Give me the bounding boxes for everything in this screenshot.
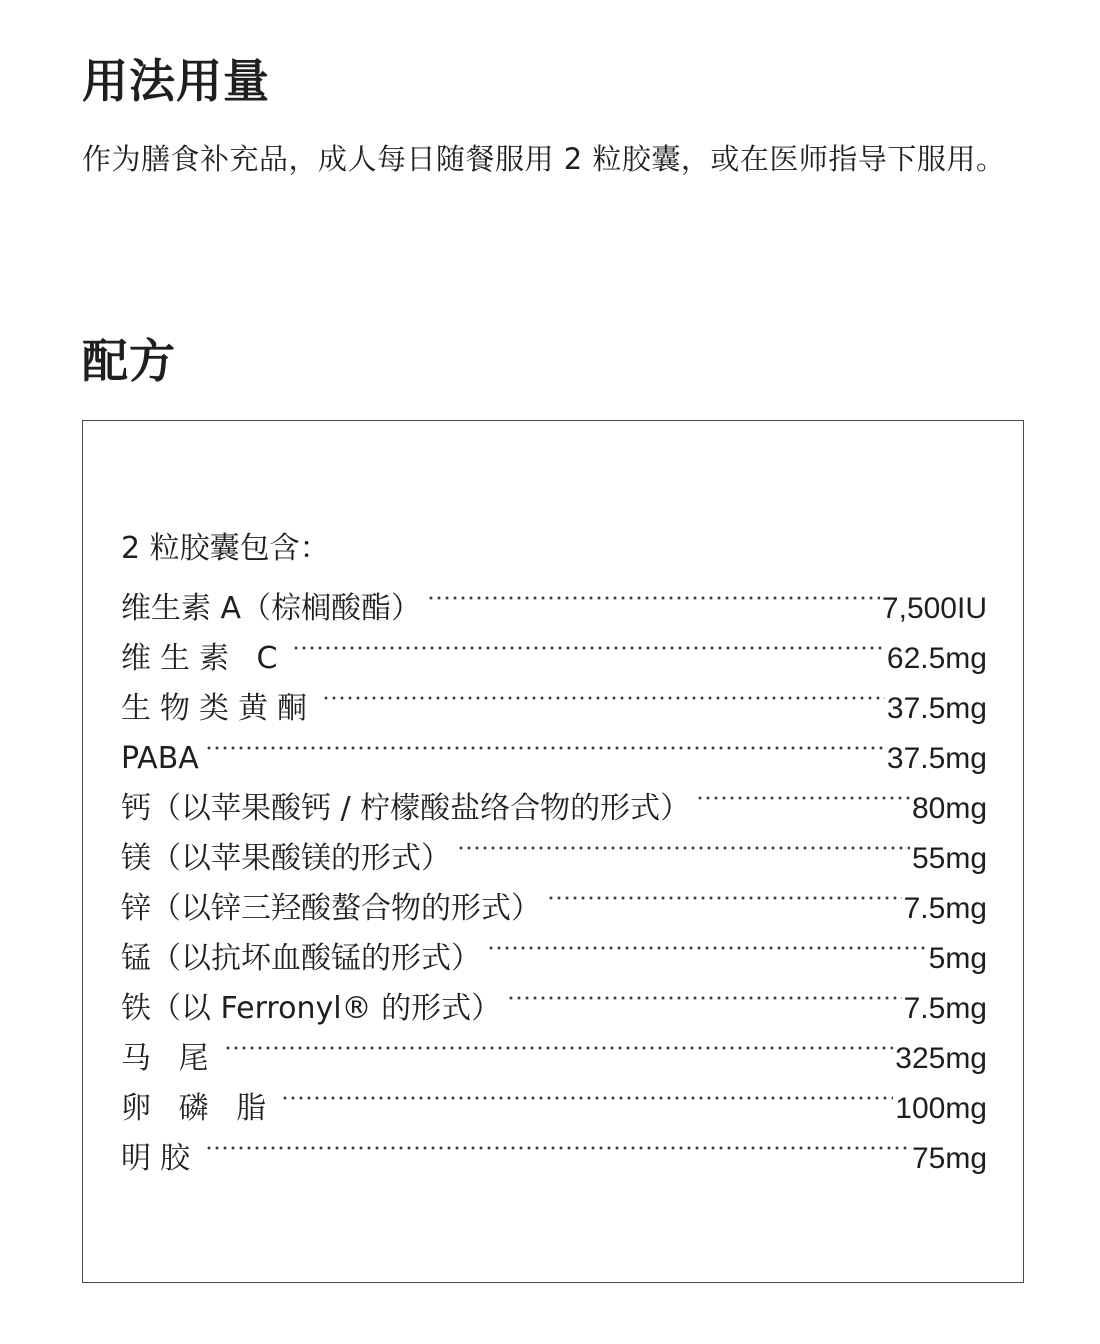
ingredient-name: 铁（以 Ferronyl® 的形式） xyxy=(121,991,502,1026)
ingredient-name: 镁（以苹果酸镁的形式） xyxy=(121,841,451,876)
dotted-leader xyxy=(281,1079,893,1119)
dotted-leader xyxy=(292,629,884,669)
ingredient-row xyxy=(121,729,987,779)
ingredient-amount: 7,500IU xyxy=(881,592,987,625)
formula-section-title: 配方 xyxy=(82,334,176,388)
dotted-leader xyxy=(205,729,885,769)
ingredient-row xyxy=(121,779,987,829)
ingredient-name: PABA xyxy=(121,741,199,776)
ingredient-amount: 7.5mg xyxy=(903,992,987,1025)
ingredient-amount: 55mg xyxy=(911,842,987,875)
ingredient-name: 锌（以锌三羟酸螯合物的形式） xyxy=(121,891,541,926)
usage-section-title: 用法用量 xyxy=(82,54,270,108)
ingredient-amount: 37.5mg xyxy=(886,742,987,775)
ingredient-row xyxy=(121,679,987,729)
ingredient-row xyxy=(121,1129,987,1179)
ingredient-row xyxy=(121,829,987,879)
ingredient-name: 维生素 A（棕榈酸酯） xyxy=(121,591,422,626)
ingredient-name: 锰（以抗坏血酸锰的形式） xyxy=(121,941,481,976)
ingredient-amount: 75mg xyxy=(911,1142,987,1175)
ingredient-row xyxy=(121,1079,987,1129)
dotted-leader xyxy=(547,879,902,919)
ingredient-name: 维生素 C xyxy=(121,641,287,676)
ingredient-amount: 62.5mg xyxy=(886,642,987,675)
dotted-leader xyxy=(507,979,902,1019)
ingredient-row xyxy=(121,629,987,679)
dotted-leader xyxy=(322,679,885,719)
dotted-leader xyxy=(696,779,910,819)
dotted-leader xyxy=(487,929,927,969)
ingredient-amount: 80mg xyxy=(911,792,987,825)
ingredient-row xyxy=(121,979,987,1029)
formula-intro: 2 粒胶囊包含： xyxy=(121,531,330,566)
dotted-leader xyxy=(457,829,910,869)
ingredient-list xyxy=(121,579,987,1179)
ingredient-amount: 5mg xyxy=(928,942,987,975)
ingredient-name: 马 尾 xyxy=(121,1041,218,1076)
ingredient-amount: 37.5mg xyxy=(886,692,987,725)
ingredient-name: 卵 磷 脂 xyxy=(121,1091,276,1126)
ingredient-amount: 100mg xyxy=(895,1092,987,1125)
ingredient-name: 钙（以苹果酸钙 / 柠檬酸盐络合物的形式） xyxy=(121,791,691,826)
ingredient-row xyxy=(121,929,987,979)
ingredient-row xyxy=(121,879,987,929)
ingredient-row xyxy=(121,1029,987,1079)
formula-table-box xyxy=(82,420,1024,1283)
ingredient-name: 生物类黄酮 xyxy=(121,691,316,726)
ingredient-row xyxy=(121,579,987,629)
dotted-leader xyxy=(205,1129,910,1169)
dotted-leader xyxy=(427,579,880,619)
ingredient-amount: 325mg xyxy=(895,1042,987,1075)
dotted-leader xyxy=(224,1029,894,1069)
usage-description: 作为膳食补充品，成人每日随餐服用 2 粒胶囊，或在医师指导下服用。 xyxy=(82,142,1006,176)
ingredient-amount: 7.5mg xyxy=(903,892,987,925)
ingredient-name: 明胶 xyxy=(121,1141,199,1176)
